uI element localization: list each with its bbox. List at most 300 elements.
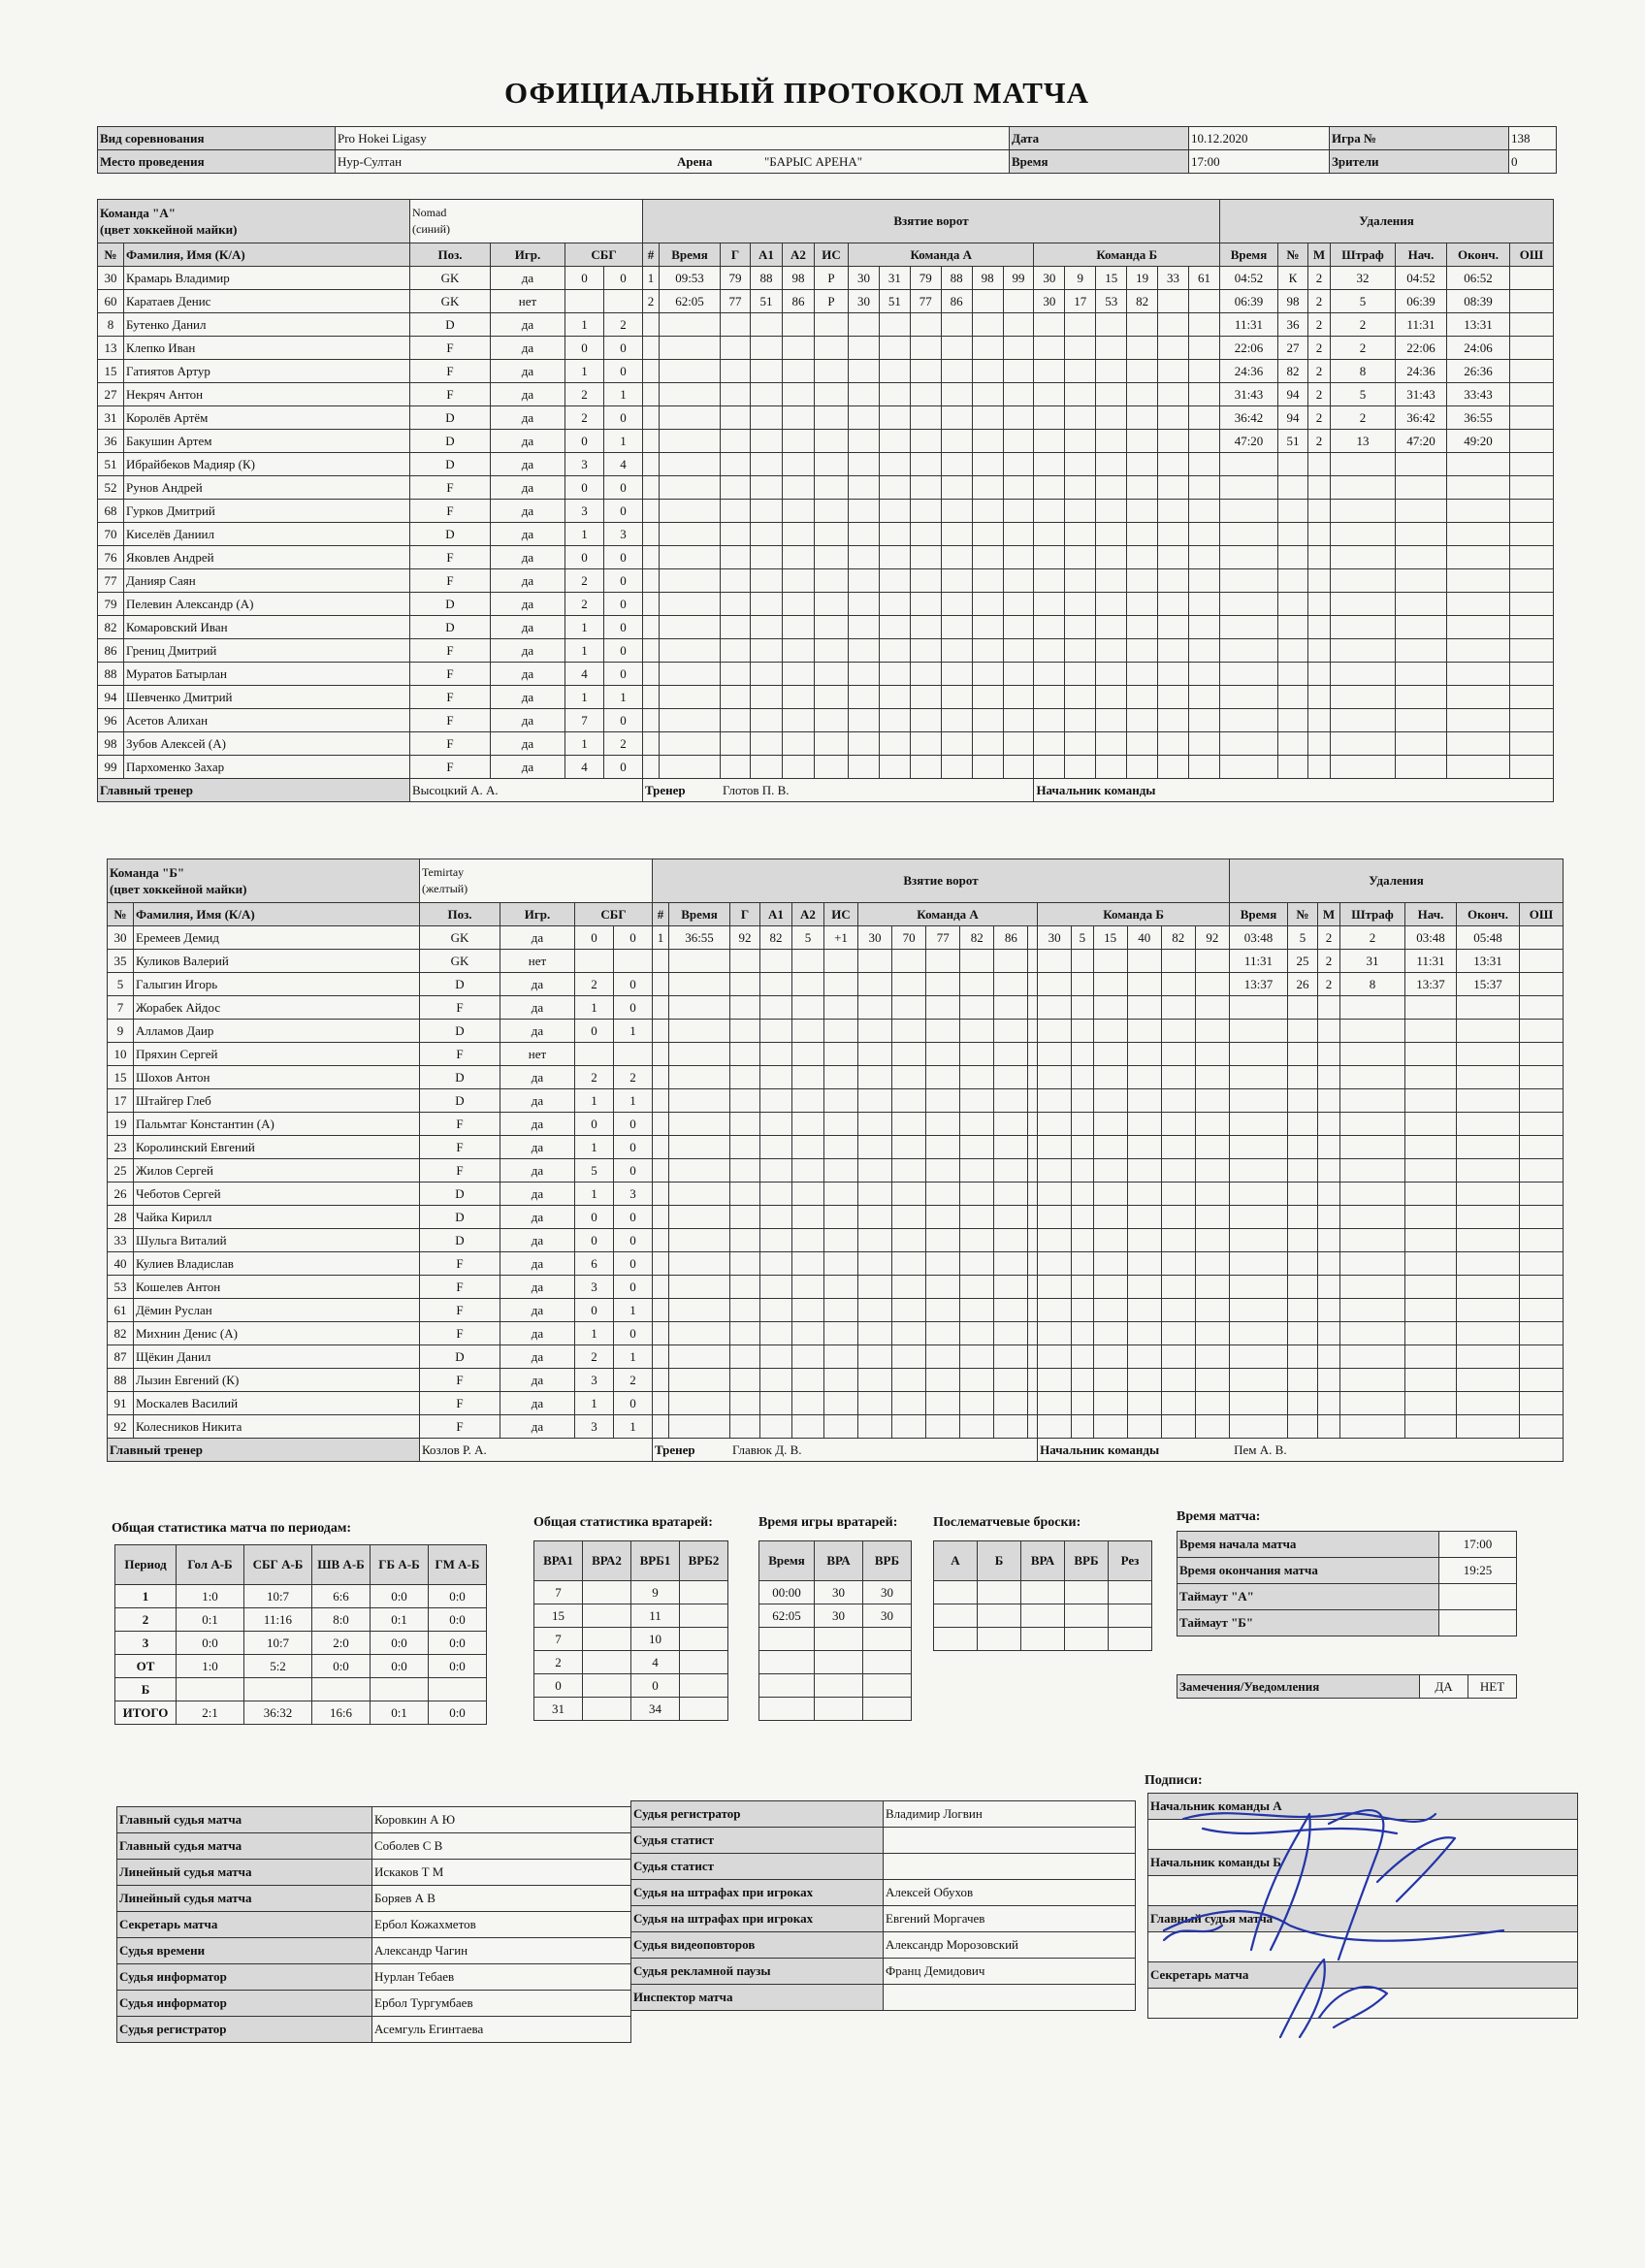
period-cell bbox=[244, 1678, 312, 1701]
goal-n bbox=[653, 1066, 669, 1089]
goal-team-b-player bbox=[1158, 546, 1189, 569]
goal-team-a-player bbox=[858, 996, 892, 1020]
penalty-time: 04:52 bbox=[1220, 267, 1278, 290]
goal-team-a-player bbox=[892, 973, 926, 996]
penalty-start: 13:37 bbox=[1405, 973, 1457, 996]
match-time-label: Время начала матча bbox=[1177, 1532, 1439, 1558]
penalty-end bbox=[1457, 1159, 1520, 1183]
penalty-osh bbox=[1510, 732, 1554, 756]
goal-g bbox=[721, 523, 751, 546]
goal-team-b-player bbox=[1127, 1252, 1161, 1276]
penalty-end bbox=[1447, 756, 1510, 779]
player-sog-1: 2 bbox=[565, 593, 604, 616]
goal-a2 bbox=[792, 996, 824, 1020]
shootout-caption: Послематчевые броски: bbox=[933, 1515, 1081, 1530]
goal-team-a-player bbox=[926, 1252, 960, 1276]
penalty-time bbox=[1230, 1369, 1288, 1392]
goal-team-b-player: 15 bbox=[1096, 267, 1127, 290]
goal-team-a-player bbox=[892, 1113, 926, 1136]
goal-team-b-player bbox=[1096, 360, 1127, 383]
player-sog-2: 1 bbox=[604, 430, 643, 453]
player-played: да bbox=[500, 1183, 575, 1206]
goal-a1 bbox=[760, 1415, 792, 1439]
goal-team-a-player bbox=[910, 313, 941, 337]
penalty-sh bbox=[1331, 732, 1396, 756]
goal-g: 92 bbox=[730, 926, 760, 950]
penalty-sh bbox=[1331, 616, 1396, 639]
goal-g bbox=[730, 950, 760, 973]
player-played: да bbox=[500, 1113, 575, 1136]
match-time-label: Время окончания матча bbox=[1177, 1558, 1439, 1584]
penalty-m: 2 bbox=[1308, 313, 1331, 337]
goal-team-b-player bbox=[1072, 1159, 1093, 1183]
penalty-n bbox=[1288, 1252, 1318, 1276]
penalty-m: 2 bbox=[1308, 406, 1331, 430]
player-number: 82 bbox=[98, 616, 124, 639]
goal-team-a-player bbox=[1028, 1020, 1038, 1043]
period-header: ГБ А-Б bbox=[371, 1545, 429, 1585]
goalie-time-row bbox=[759, 1674, 912, 1698]
goal-team-b-player bbox=[1188, 430, 1219, 453]
player-sog-2: 0 bbox=[614, 926, 653, 950]
goal-g bbox=[730, 1043, 760, 1066]
goal-is bbox=[815, 546, 849, 569]
player-position: F bbox=[410, 337, 491, 360]
goal-a2: 98 bbox=[783, 267, 815, 290]
player-sog-2: 0 bbox=[604, 337, 643, 360]
goal-is bbox=[824, 1043, 858, 1066]
penalty-m: 2 bbox=[1318, 926, 1340, 950]
goal-team-a-player bbox=[910, 546, 941, 569]
penalty-sh bbox=[1340, 1183, 1405, 1206]
player-sog-2: 0 bbox=[604, 360, 643, 383]
goal-a2 bbox=[792, 1020, 824, 1043]
goal-team-b-player: 30 bbox=[1034, 267, 1065, 290]
period-cell: 0:1 bbox=[371, 1701, 429, 1725]
goal-team-a-player bbox=[972, 686, 1003, 709]
pen-header-time: Время bbox=[1230, 903, 1288, 926]
penalty-m bbox=[1308, 476, 1331, 500]
penalty-m bbox=[1308, 523, 1331, 546]
goal-team-a-player bbox=[960, 950, 994, 973]
player-number: 99 bbox=[98, 756, 124, 779]
goal-team-a-player bbox=[1028, 1089, 1038, 1113]
player-played: да bbox=[500, 1345, 575, 1369]
team-name-cell bbox=[420, 859, 653, 903]
goal-team-a-player: 82 bbox=[960, 926, 994, 950]
goal-team-a-player bbox=[858, 1276, 892, 1299]
player-position: F bbox=[410, 709, 491, 732]
goal-is bbox=[815, 383, 849, 406]
penalty-time bbox=[1230, 1392, 1288, 1415]
penalty-end bbox=[1457, 1043, 1520, 1066]
goal-team-a-player bbox=[1028, 1229, 1038, 1252]
goal-is bbox=[815, 569, 849, 593]
goal-team-b-player bbox=[1038, 1392, 1072, 1415]
shootout-header: ВРА bbox=[1021, 1541, 1065, 1581]
player-sog-1: 1 bbox=[575, 1089, 614, 1113]
penalty-end bbox=[1447, 663, 1510, 686]
player-position: F bbox=[410, 569, 491, 593]
goal-team-a-player bbox=[879, 686, 910, 709]
goal-team-b-player bbox=[1127, 476, 1158, 500]
player-sog-1: 0 bbox=[565, 546, 604, 569]
goal-g bbox=[721, 383, 751, 406]
player-sog-1 bbox=[575, 950, 614, 973]
player-played: да bbox=[491, 593, 565, 616]
player-sog-1: 0 bbox=[565, 430, 604, 453]
arena-label: Арена bbox=[677, 153, 713, 169]
goal-team-b-player bbox=[1188, 732, 1219, 756]
goal-team-a-player bbox=[941, 546, 972, 569]
goal-team-a-player bbox=[1003, 709, 1034, 732]
goal-team-a-player bbox=[960, 1183, 994, 1206]
goal-team-b-player bbox=[1127, 1066, 1161, 1089]
head-coach-label: Главный тренер bbox=[98, 779, 410, 802]
goal-team-a-player bbox=[994, 1322, 1028, 1345]
player-number: 36 bbox=[98, 430, 124, 453]
goal-a2 bbox=[783, 593, 815, 616]
goal-n bbox=[643, 476, 660, 500]
penalty-start bbox=[1405, 1299, 1457, 1322]
player-number: 15 bbox=[98, 360, 124, 383]
player-sog-1: 0 bbox=[565, 267, 604, 290]
goal-team-a-player bbox=[941, 523, 972, 546]
goal-team-a-player bbox=[849, 569, 880, 593]
goal-team-b-player bbox=[1158, 476, 1189, 500]
goal-a1 bbox=[760, 1299, 792, 1322]
team-b-col-header: Команда Б bbox=[1038, 903, 1230, 926]
signatures-caption: Подписи: bbox=[1145, 1773, 1203, 1788]
goal-team-b-player bbox=[1034, 569, 1065, 593]
player-position: D bbox=[410, 406, 491, 430]
shootout-header: А bbox=[934, 1541, 978, 1581]
goal-team-a-player bbox=[1028, 1299, 1038, 1322]
goal-team-a-player bbox=[1003, 523, 1034, 546]
player-played: да bbox=[500, 1415, 575, 1439]
goal-is bbox=[815, 360, 849, 383]
player-sog-2 bbox=[604, 290, 643, 313]
goal-time bbox=[660, 546, 721, 569]
penalty-end bbox=[1447, 686, 1510, 709]
player-played: да bbox=[500, 1159, 575, 1183]
goal-team-b-player bbox=[1034, 500, 1065, 523]
penalty-n bbox=[1288, 1113, 1318, 1136]
goal-team-a-player bbox=[879, 337, 910, 360]
goal-team-a-player bbox=[849, 476, 880, 500]
player-row bbox=[98, 500, 1554, 523]
player-sog-1: 0 bbox=[575, 1020, 614, 1043]
goal-g bbox=[721, 569, 751, 593]
goal-team-b-player bbox=[1195, 1252, 1229, 1276]
goal-team-a-player bbox=[926, 1183, 960, 1206]
goal-team-a-player bbox=[926, 1369, 960, 1392]
penalty-sh bbox=[1331, 476, 1396, 500]
goal-team-a-player bbox=[941, 639, 972, 663]
penalty-time bbox=[1230, 1066, 1288, 1089]
goal-team-a-player bbox=[892, 950, 926, 973]
penalty-n bbox=[1288, 1345, 1318, 1369]
penalty-osh bbox=[1510, 523, 1554, 546]
goalie-time-cell bbox=[815, 1674, 863, 1698]
goal-team-a-player bbox=[849, 406, 880, 430]
goal-team-a-player: 86 bbox=[941, 290, 972, 313]
penalty-m bbox=[1308, 663, 1331, 686]
player-number: 17 bbox=[108, 1089, 134, 1113]
player-position: F bbox=[410, 476, 491, 500]
team-chief-value: Пем А. В. bbox=[1234, 1442, 1287, 1457]
player-played: да bbox=[491, 616, 565, 639]
goal-team-b-player bbox=[1161, 1276, 1195, 1299]
player-number: 31 bbox=[98, 406, 124, 430]
penalty-osh bbox=[1520, 1136, 1564, 1159]
period-cell: 10:7 bbox=[244, 1585, 312, 1608]
num-header: № bbox=[108, 903, 134, 926]
penalty-n bbox=[1278, 686, 1308, 709]
penalty-time bbox=[1230, 1043, 1288, 1066]
goal-a2 bbox=[783, 709, 815, 732]
official-row bbox=[117, 1807, 631, 1833]
penalty-start bbox=[1405, 1322, 1457, 1345]
goal-team-b-player bbox=[1072, 1020, 1093, 1043]
official-name: Франц Демидович bbox=[884, 1959, 1136, 1985]
goal-time bbox=[660, 313, 721, 337]
penalty-osh bbox=[1520, 1206, 1564, 1229]
penalty-end bbox=[1447, 616, 1510, 639]
goal-time bbox=[669, 1159, 730, 1183]
goal-a2 bbox=[783, 616, 815, 639]
goal-team-a-player bbox=[879, 593, 910, 616]
goalie-stats-caption: Общая статистика вратарей: bbox=[533, 1515, 713, 1530]
player-name: Шевченко Дмитрий bbox=[124, 686, 410, 709]
goal-team-b-player bbox=[1096, 663, 1127, 686]
goal-team-a-player bbox=[892, 1345, 926, 1369]
goal-a1 bbox=[760, 1369, 792, 1392]
goal-team-b-player bbox=[1034, 709, 1065, 732]
chief-cell bbox=[1038, 1439, 1564, 1462]
player-position: F bbox=[420, 1276, 500, 1299]
goal-team-b-player bbox=[1188, 756, 1219, 779]
penalty-n bbox=[1278, 593, 1308, 616]
period-cell: 0:0 bbox=[429, 1632, 487, 1655]
goal-header-is: ИС bbox=[815, 243, 849, 267]
goal-g bbox=[721, 756, 751, 779]
goal-a2 bbox=[792, 1392, 824, 1415]
goal-team-b-player bbox=[1127, 1369, 1161, 1392]
remarks-table bbox=[1177, 1674, 1517, 1699]
goal-g bbox=[730, 1020, 760, 1043]
player-row bbox=[108, 1043, 1564, 1066]
goal-time bbox=[669, 950, 730, 973]
goal-team-a-player bbox=[941, 337, 972, 360]
goal-team-a-player bbox=[960, 1206, 994, 1229]
player-number: 61 bbox=[108, 1299, 134, 1322]
shootout-cell bbox=[1109, 1581, 1152, 1604]
goalie-stats-cell bbox=[583, 1651, 631, 1674]
player-row bbox=[108, 1345, 1564, 1369]
goal-team-a-player bbox=[926, 1206, 960, 1229]
goal-team-a-player bbox=[941, 569, 972, 593]
penalty-m: 2 bbox=[1308, 360, 1331, 383]
goal-team-b-player bbox=[1161, 1043, 1195, 1066]
goal-team-a-player bbox=[892, 1252, 926, 1276]
goal-team-a-player: 30 bbox=[858, 926, 892, 950]
penalty-n bbox=[1288, 1229, 1318, 1252]
player-position: F bbox=[410, 686, 491, 709]
player-position: F bbox=[420, 1369, 500, 1392]
goal-team-b-player: 92 bbox=[1195, 926, 1229, 950]
goal-is bbox=[824, 1159, 858, 1183]
penalty-sh bbox=[1340, 1089, 1405, 1113]
goal-team-a-player bbox=[941, 360, 972, 383]
official-row bbox=[117, 1833, 631, 1860]
penalty-m bbox=[1318, 1113, 1340, 1136]
player-played: да bbox=[500, 1276, 575, 1299]
goal-team-a-player bbox=[994, 1229, 1028, 1252]
goal-n bbox=[653, 1299, 669, 1322]
head-coach-value: Козлов Р. А. bbox=[420, 1439, 653, 1462]
goal-team-a-player bbox=[994, 1113, 1028, 1136]
goal-g bbox=[721, 546, 751, 569]
goal-team-a-player bbox=[994, 1159, 1028, 1183]
penalty-n bbox=[1288, 1089, 1318, 1113]
goal-n bbox=[653, 1369, 669, 1392]
player-played: да bbox=[491, 709, 565, 732]
player-row bbox=[98, 523, 1554, 546]
goalie-stats-cell: 31 bbox=[534, 1698, 583, 1721]
goal-team-b-player bbox=[1093, 1415, 1127, 1439]
goal-team-b-player bbox=[1161, 1089, 1195, 1113]
penalty-end: 36:55 bbox=[1447, 406, 1510, 430]
goal-team-b-player: 30 bbox=[1034, 290, 1065, 313]
goal-team-a-player bbox=[1003, 360, 1034, 383]
penalty-sh bbox=[1331, 686, 1396, 709]
goal-team-b-player bbox=[1065, 406, 1096, 430]
goalie-stats-cell bbox=[680, 1581, 728, 1604]
goal-a2 bbox=[792, 1415, 824, 1439]
penalty-start bbox=[1405, 996, 1457, 1020]
period-stats-table bbox=[114, 1544, 487, 1725]
pen-header-m: М bbox=[1308, 243, 1331, 267]
penalty-m bbox=[1308, 453, 1331, 476]
goal-n bbox=[643, 383, 660, 406]
goal-n: 1 bbox=[653, 926, 669, 950]
goal-time: 09:53 bbox=[660, 267, 721, 290]
goal-g bbox=[730, 973, 760, 996]
goal-team-a-player bbox=[994, 1345, 1028, 1369]
goal-n bbox=[653, 1415, 669, 1439]
goal-team-a-player bbox=[849, 500, 880, 523]
goal-team-a-player bbox=[892, 1183, 926, 1206]
goal-team-a-player bbox=[972, 732, 1003, 756]
penalty-m bbox=[1318, 1276, 1340, 1299]
player-name: Пархоменко Захар bbox=[124, 756, 410, 779]
penalty-m: 2 bbox=[1318, 950, 1340, 973]
player-row bbox=[108, 1252, 1564, 1276]
goal-team-b-player bbox=[1093, 996, 1127, 1020]
goal-is bbox=[815, 313, 849, 337]
match-time-label: Таймаут "А" bbox=[1177, 1584, 1439, 1610]
goal-is bbox=[824, 1136, 858, 1159]
team-b-table bbox=[107, 859, 1564, 1462]
goal-team-b-player bbox=[1161, 950, 1195, 973]
penalty-time bbox=[1220, 686, 1278, 709]
goalie-stats-cell bbox=[680, 1604, 728, 1628]
match-time-value: 19:25 bbox=[1439, 1558, 1517, 1584]
period-cell: 0:1 bbox=[177, 1608, 244, 1632]
goal-time bbox=[669, 1299, 730, 1322]
goal-team-b-player bbox=[1195, 1020, 1229, 1043]
goal-team-a-player bbox=[910, 639, 941, 663]
goal-team-a-player bbox=[994, 1392, 1028, 1415]
goalie-stats-cell bbox=[680, 1698, 728, 1721]
official-name: Алексей Обухов bbox=[884, 1880, 1136, 1906]
goal-team-a-player bbox=[910, 383, 941, 406]
goal-n bbox=[643, 546, 660, 569]
period-header: Гол А-Б bbox=[177, 1545, 244, 1585]
team-label-text: Команда "А" bbox=[100, 206, 176, 220]
goalie-stats-header: ВРБ2 bbox=[680, 1541, 728, 1581]
penalty-start bbox=[1396, 500, 1447, 523]
goal-g bbox=[730, 1392, 760, 1415]
goal-is bbox=[824, 1113, 858, 1136]
player-played: да bbox=[491, 546, 565, 569]
goal-team-a-player bbox=[1003, 313, 1034, 337]
player-sog-2: 0 bbox=[614, 1392, 653, 1415]
goal-time bbox=[669, 1415, 730, 1439]
goal-team-b-player bbox=[1072, 1229, 1093, 1252]
goal-team-b-player bbox=[1065, 663, 1096, 686]
goal-a2 bbox=[783, 523, 815, 546]
goal-team-b-player bbox=[1093, 1345, 1127, 1369]
period-cell: 10:7 bbox=[244, 1632, 312, 1655]
goal-a1 bbox=[751, 360, 783, 383]
goal-a2 bbox=[783, 313, 815, 337]
goal-g bbox=[730, 1066, 760, 1089]
player-number: 19 bbox=[108, 1113, 134, 1136]
goal-is bbox=[815, 686, 849, 709]
goal-team-a-player bbox=[910, 476, 941, 500]
goal-a1 bbox=[760, 1229, 792, 1252]
official-role: Линейный судья матча bbox=[117, 1886, 372, 1912]
goal-team-a-player bbox=[972, 430, 1003, 453]
goal-g bbox=[721, 313, 751, 337]
official-name: Искаков Т М bbox=[372, 1860, 631, 1886]
date-value: 10.12.2020 bbox=[1189, 127, 1330, 150]
goalie-time-cell: 30 bbox=[815, 1604, 863, 1628]
goal-time bbox=[669, 1369, 730, 1392]
goal-team-a-player bbox=[960, 1392, 994, 1415]
goal-team-a-player: 86 bbox=[994, 926, 1028, 950]
goal-team-b-player bbox=[1127, 453, 1158, 476]
goal-team-a-player bbox=[926, 1089, 960, 1113]
penalty-end: 13:31 bbox=[1457, 950, 1520, 973]
place-label: Место проведения bbox=[98, 150, 336, 174]
penalty-sh: 2 bbox=[1331, 337, 1396, 360]
penalty-m bbox=[1318, 1369, 1340, 1392]
goal-team-a-player bbox=[972, 756, 1003, 779]
goal-team-a-player bbox=[858, 1299, 892, 1322]
goalie-stats-cell: 10 bbox=[631, 1628, 680, 1651]
player-sog-1: 2 bbox=[575, 1345, 614, 1369]
period-cell: 1 bbox=[115, 1585, 177, 1608]
goal-is bbox=[824, 1299, 858, 1322]
goal-team-a-player bbox=[960, 1113, 994, 1136]
penalty-osh bbox=[1520, 1089, 1564, 1113]
goal-team-a-player bbox=[1028, 996, 1038, 1020]
penalty-sh bbox=[1340, 1043, 1405, 1066]
match-time-value: 17:00 bbox=[1439, 1532, 1517, 1558]
